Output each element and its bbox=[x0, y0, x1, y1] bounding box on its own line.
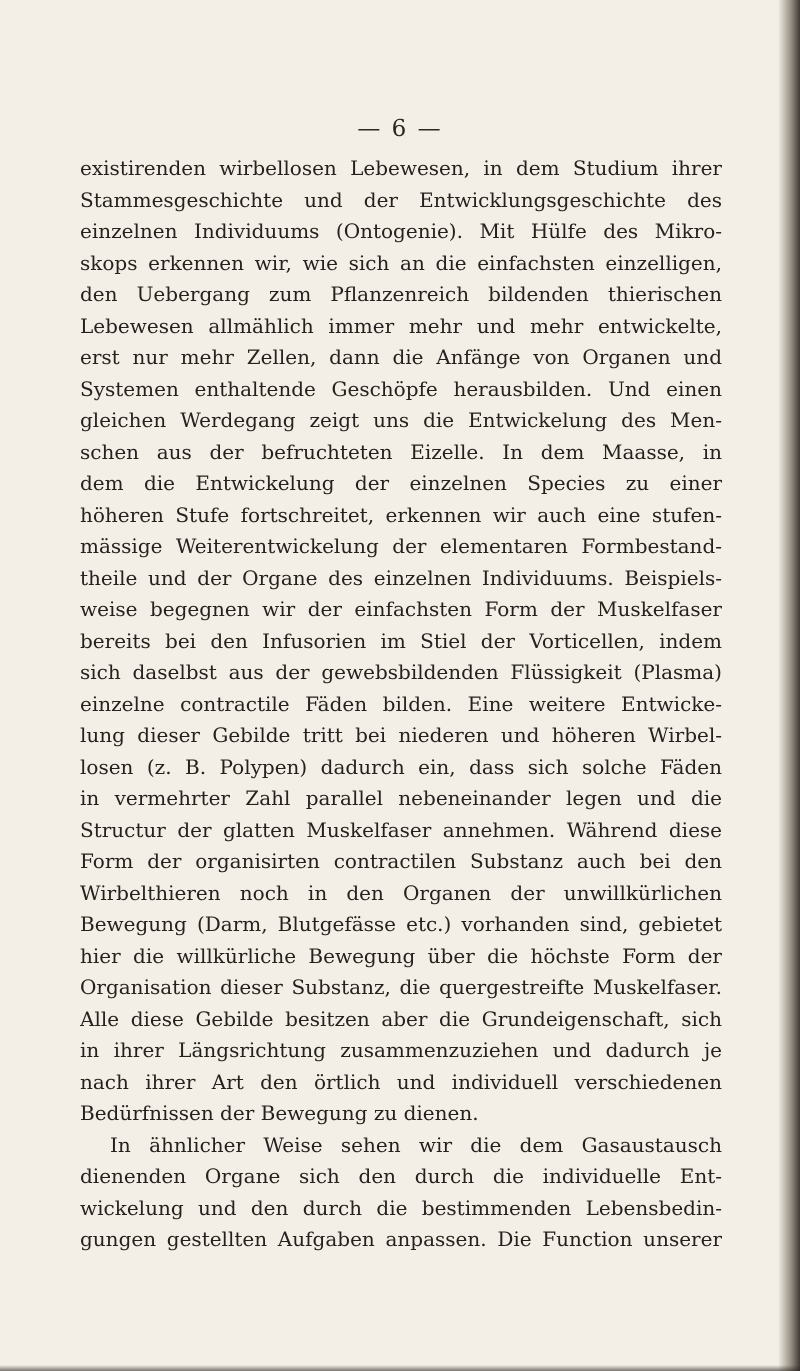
text-line: wickelung und den durch die bestimmenden Lebensbedin- bbox=[80, 1195, 722, 1220]
text-line: bereits bei den Infusorien im Stiel der Vorticellen, indem bbox=[80, 628, 722, 653]
body-text bbox=[80, 153, 722, 1256]
text-line: höheren Stufe fortschreitet, erkennen wir auch eine stufen- bbox=[80, 502, 722, 527]
text-line: Systemen enthaltende Geschöpfe herausbilden. Und einen bbox=[80, 376, 722, 401]
text-line: mässige Weiterentwickelung der elementaren Formbestand- bbox=[80, 534, 722, 558]
text-line: theile und der Organe des einzelnen Individuums. Beispiels- bbox=[80, 565, 722, 590]
page-bottom-edge bbox=[0, 1365, 800, 1371]
text-line: gleichen Werdegang zeigt uns die Entwickelung des Men- bbox=[80, 408, 722, 432]
text-line: gungen gestellten Aufgaben anpassen. Die Function unserer bbox=[80, 1227, 722, 1251]
paragraph-start-line: In ähnlicher Weise sehen wir die dem Gasaustausch bbox=[110, 1132, 722, 1157]
text-line: Bewegung (Darm, Blutgefässe etc.) vorhanden sind, gebietet bbox=[80, 912, 722, 936]
text-line: hier die willkürliche Bewegung über die höchste Form der bbox=[80, 943, 722, 968]
text-line: dienenden Organe sich den durch die individuelle Ent- bbox=[80, 1164, 722, 1188]
text-line: Alle diese Gebilde besitzen aber die Grundeigenschaft, sich bbox=[80, 1006, 722, 1031]
text-line: lung dieser Gebilde tritt bei niederen und höheren Wirbel- bbox=[80, 723, 722, 747]
text-line: weise begegnen wir der einfachsten Form der Muskelfaser bbox=[80, 597, 722, 621]
text-line: Structur der glatten Muskelfaser annehmen. Während diese bbox=[80, 817, 722, 842]
text-line: Stammesgeschichte und der Entwicklungsgeschichte des bbox=[80, 187, 722, 212]
paragraph-end-line: Bedürfnissen der Bewegung zu dienen. bbox=[80, 1101, 479, 1125]
text-line: nach ihrer Art den örtlich und individuell verschiedenen bbox=[80, 1069, 722, 1094]
text-line: Wirbelthieren noch in den Organen der unwillkürlichen bbox=[80, 880, 722, 905]
text-line: skops erkennen wir, wie sich an die einfachsten einzelligen, bbox=[80, 250, 722, 275]
text-line: dem die Entwickelung der einzelnen Species zu einer bbox=[80, 471, 722, 495]
text-line: schen aus der befruchteten Eizelle. In dem Maasse, in bbox=[80, 439, 722, 464]
text-line: einzelne contractile Fäden bilden. Eine weitere Entwicke- bbox=[80, 691, 722, 716]
text-line: Organisation dieser Substanz, die quergestreifte Muskelfaser. bbox=[80, 975, 722, 999]
text-line: losen (z. B. Polypen) dadurch ein, dass sich solche Fäden bbox=[80, 754, 722, 779]
text-line: existirenden wirbellosen Lebewesen, in dem Studium ihrer bbox=[80, 156, 722, 180]
page-number: — 6 — bbox=[357, 116, 443, 142]
text-line: einzelnen Individuums (Ontogenie). Mit Hülfe des Mikro- bbox=[80, 219, 722, 243]
page-edge-shadow bbox=[778, 0, 800, 1371]
text-line: den Uebergang zum Pflanzenreich bildenden thierischen bbox=[80, 282, 722, 306]
text-line: sich daselbst aus der gewebsbildenden Flüssigkeit (Plasma) bbox=[80, 660, 722, 684]
text-line: erst nur mehr Zellen, dann die Anfänge von Organen und bbox=[80, 345, 722, 369]
text-line: Lebewesen allmählich immer mehr und mehr entwickelte, bbox=[80, 313, 722, 338]
text-line: in vermehrter Zahl parallel nebeneinander legen und die bbox=[80, 786, 722, 810]
text-line: Form der organisirten contractilen Substanz auch bei den bbox=[80, 849, 722, 873]
text-line: in ihrer Längsrichtung zusammenzuziehen und dadurch je bbox=[80, 1038, 722, 1062]
